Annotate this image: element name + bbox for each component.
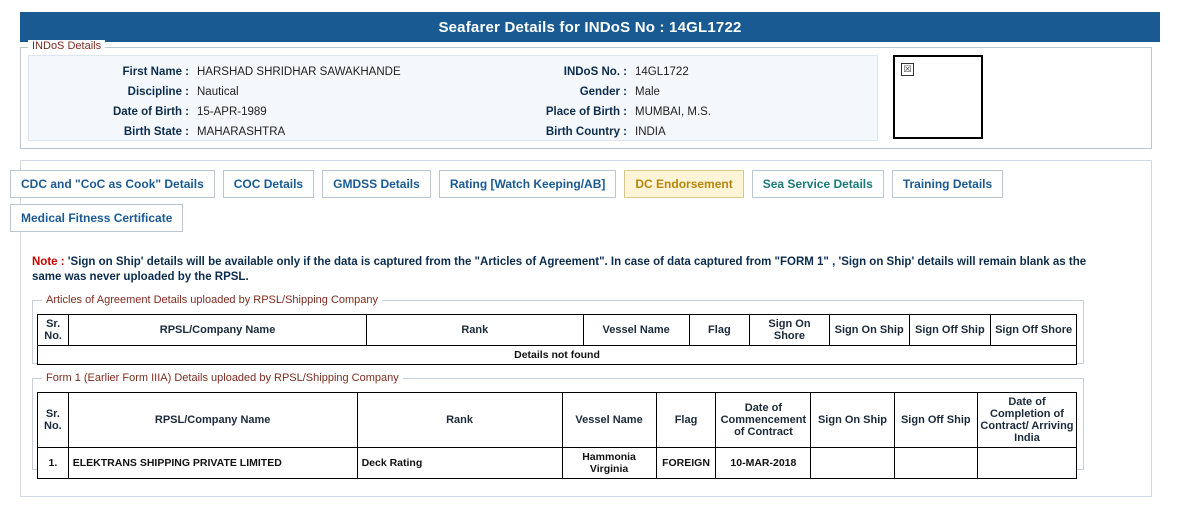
details-not-found-message: Details not found: [38, 346, 1077, 365]
birth-state-label: Birth State :: [123, 126, 189, 138]
indos-no-label: INDoS No. :: [563, 66, 627, 78]
column-header: Date of Commencement of Contract: [716, 393, 811, 448]
column-header: Flag: [689, 315, 750, 346]
column-header: RPSL/Company Name: [68, 393, 357, 448]
field-gender: [457, 82, 865, 102]
table-row: [38, 448, 1077, 479]
cell-rank: Deck Rating: [357, 448, 562, 479]
cell-vessel: Hammonia Virginia: [562, 448, 656, 479]
field-place-of-birth: [457, 102, 865, 122]
page-title: Seafarer Details for INDoS No : 14GL1722: [20, 12, 1160, 42]
indos-details-grid: [28, 55, 878, 141]
seafarer-photo: [893, 55, 983, 139]
cell-commencement: 10-MAR-2018: [716, 448, 811, 479]
date-of-birth-value: 15-APR-1989: [197, 106, 267, 118]
discipline-value: Nautical: [197, 86, 239, 98]
column-header: Sign On Ship: [811, 393, 894, 448]
table-body: [38, 346, 1077, 365]
date-of-birth-label: Date of Birth :: [112, 106, 189, 118]
tab-cdc-and-coc-as-cook-details[interactable]: CDC and "CoC as Cook" Details: [10, 170, 215, 198]
form1-legend: Form 1 (Earlier Form IIIA) Details uploaded by RPSL/Shipping Company: [42, 372, 403, 384]
table-header-row: [38, 315, 1077, 346]
tab-medical-fitness-certificate[interactable]: Medical Fitness Certificate: [10, 204, 183, 232]
articles-of-agreement-table-wrap: [37, 314, 1077, 365]
tab-coc-details[interactable]: COC Details: [223, 170, 314, 198]
cell-completion: [977, 448, 1076, 479]
column-header: Sr. No.: [38, 393, 69, 448]
cell-sign-off-ship: [894, 448, 977, 479]
note-body: 'Sign on Ship' details will be available only if the data is captured from the "Articles of Agreement". In case of data captured from "FORM 1" , 'Sign on Ship' details will remain blank as the same was never uploaded by the RPSL.: [32, 256, 1087, 283]
indos-column-right: [457, 62, 865, 142]
indos-details-legend: INDoS Details: [28, 40, 105, 52]
first-name-value: HARSHAD SHRIDHAR SAWAKHANDE: [197, 66, 401, 78]
broken-image-icon: ☒: [901, 63, 914, 76]
column-header: Rank: [366, 315, 583, 346]
form1-table-wrap: [37, 392, 1077, 479]
table-body: [38, 448, 1077, 479]
column-header: RPSL/Company Name: [69, 315, 367, 346]
cell-flag: FOREIGN: [656, 448, 716, 479]
first-name-label: First Name :: [122, 66, 189, 78]
field-date-of-birth: [29, 102, 457, 122]
field-indos-no: [457, 62, 865, 82]
form1-table: [37, 392, 1077, 479]
tab-sea-service-details[interactable]: Sea Service Details: [752, 170, 884, 198]
column-header: Sign Off Ship: [894, 393, 977, 448]
birth-country-label: Birth Country :: [545, 126, 627, 138]
field-birth-country: [457, 122, 865, 142]
column-header: Vessel Name: [562, 393, 656, 448]
tab-bar: [10, 170, 1120, 232]
field-discipline: [29, 82, 457, 102]
field-first-name: [29, 62, 457, 82]
note-text: [32, 255, 1092, 285]
field-birth-state: [29, 122, 457, 142]
note-label: Note :: [32, 256, 65, 268]
indos-no-value: 14GL1722: [635, 66, 689, 78]
column-header: Flag: [656, 393, 716, 448]
birth-country-value: INDIA: [635, 126, 666, 138]
gender-label: Gender :: [579, 86, 627, 98]
column-header: Sign Off Shore: [991, 315, 1077, 346]
column-header: Sign On Ship: [829, 315, 909, 346]
tab-dc-endorsement[interactable]: DC Endorsement: [624, 170, 743, 198]
cell-sign-on-ship: [811, 448, 894, 479]
column-header: Rank: [357, 393, 562, 448]
table-empty-row: [38, 346, 1077, 365]
indos-column-left: [29, 62, 457, 142]
place-of-birth-label: Place of Birth :: [545, 106, 627, 118]
birth-state-value: MAHARASHTRA: [197, 126, 286, 138]
column-header: Vessel Name: [583, 315, 689, 346]
articles-of-agreement-table: [37, 314, 1077, 365]
discipline-label: Discipline :: [127, 86, 189, 98]
cell-sr: 1.: [38, 448, 69, 479]
place-of-birth-value: MUMBAI, M.S.: [635, 106, 712, 118]
gender-value: Male: [635, 86, 660, 98]
column-header: Sr. No.: [38, 315, 69, 346]
table-header-row: [38, 393, 1077, 448]
articles-of-agreement-legend: Articles of Agreement Details uploaded by RPSL/Shipping Company: [42, 294, 382, 306]
cell-company: ELEKTRANS SHIPPING PRIVATE LIMITED: [68, 448, 357, 479]
column-header: Sign On Shore: [750, 315, 830, 346]
column-header: Date of Completion of Contract/ Arriving India: [977, 393, 1076, 448]
tab-gmdss-details[interactable]: GMDSS Details: [322, 170, 431, 198]
tab-training-details[interactable]: Training Details: [892, 170, 1003, 198]
tab-rating-watch-keeping-ab[interactable]: Rating [Watch Keeping/AB]: [439, 170, 617, 198]
column-header: Sign Off Ship: [909, 315, 991, 346]
